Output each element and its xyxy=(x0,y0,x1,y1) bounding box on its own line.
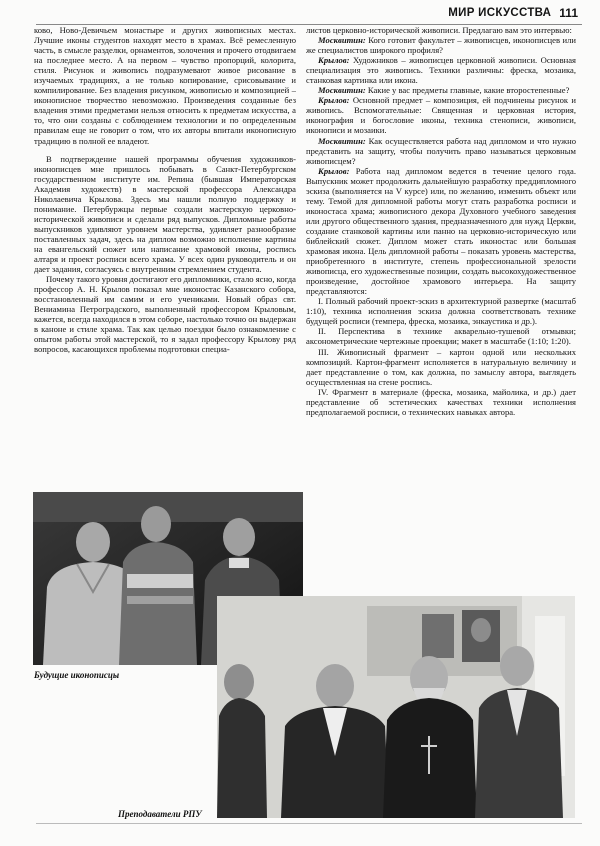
list-item: III. Живописный фрагмент – картон одной или нескольких композиций. Картон-фрагмент исполняется в натуральную величину и дает представление о том, как должна, по замыслу автора, выглядеть осуществленная на стене роспись. xyxy=(306,346,576,387)
list-item: II. Перспектива в технике акварельно-тушевой отмывки; аксонометрические чертежные проекции; макет в масштабе (1:10; 1:20). xyxy=(306,326,576,347)
speaker-label: Крылов: xyxy=(318,55,350,66)
page-number: 111 xyxy=(559,6,578,20)
interview-question: Москвитин: Как осуществляется работа над дипломом и что нужно представить на защиту, чтобы получить право называться церковным живописцем? xyxy=(306,135,576,166)
interview-answer: Крылов: Работа над дипломом ведется в течение целого года. Выпускник может продолжить дальнейшую разработку преддипломного эскиза (выполняется на V курсе) или, по желанию, изменить объект или тему. Темой для дипломной работы могут стать разработка росписи и иконостаса храма; живописного декора Духовного учебного заведения или другого общественного здания, предназначенного для нужд Церкви, создание станковой картины или панно на церковно-историческую или библейский сюжет. Диплом может стать иконостас или большая храмовая икона. Цель дипломной работы – показать уровень мастерства, приобретенного в институте, степень профессиональной зрелости живописца, его художественные позиции, создать высокохудожественное произведение, достойное храмового интерьера. На защиту представляются: xyxy=(306,165,576,297)
interview-question: Москвитин: Кого готовит факультет – живописцев, иконописцев или же специалистов широкого профиля? xyxy=(306,35,576,56)
photo-teachers xyxy=(217,596,575,818)
speaker-label: Крылов: xyxy=(318,165,350,176)
right-column xyxy=(306,25,576,583)
interview-answer: Крылов: Художников – живописцев церковной живописи. Основная специализация это живопись. Техники различны: фреска, мозаика, станковая картинка или икона. xyxy=(306,55,576,86)
photo-caption: Будущие иконописцы xyxy=(34,670,120,680)
paragraph: ково, Ново-Девичьем монастыре и других живописных местах. Лучшие иконы студентов находят место в храмах. Всё ремесленную часть, в смысле разделки, орнаментов, золочения и прочего отодвигаем на последнее место. А на первом – чувство пропорций, колорита, стиля. Рисунок и живопись подразумевают живое рисование в изучаемых традициях, а не только копирование, срисовывание и компилирование. Без владения рисунком, живописью и композицией – иконописное творчество невозможно. Произведения созданные без владения этими предметами нельзя относить к предметам искусства, а то, что они созданы с соблюдением технологии и по определенным правилам еще не говорит о том, что их авторы впитали иконописную традицию в полной ее владеют. xyxy=(34,25,296,146)
magazine-title: МИР ИСКУССТВА xyxy=(448,7,552,19)
speaker-label: Москвитин: xyxy=(318,35,366,46)
speaker-label: Москвитин: xyxy=(318,85,366,96)
speaker-label: Москвитин: xyxy=(318,135,366,146)
page-header xyxy=(448,4,578,22)
paragraph: Почему такого уровня достигают его дипломники, стало ясно, когда профессор А. Н. Крылов показал мне иконостас Казанского собора, восстановленный им самим и его учениками. Новый образ свт. Вениамина Петроградского, выполненный профессором Крыловым, кажется, всегда находился в этом соборе, настолько точно он выдержан в каноне и стиле храма. Так как целью поездки было ознакомление с опытом работы этой мастерской, то я задал профессору Крылову ряд вопросов, касающихся проблемы подготовки специа- xyxy=(34,274,296,355)
photo-caption: Преподаватели РПУ xyxy=(118,809,202,819)
paragraph: листов церковно-исторической живописи. Предлагаю вам это интервью: xyxy=(306,25,572,35)
left-column xyxy=(34,25,296,472)
interview-question: Москвитин: Какие у вас предметы главные, какие второстепенные? xyxy=(318,85,570,96)
interview-answer: Крылов: Основной предмет – композиция, ей подчинены рисунок и живопись. Вспомогательные: Священная и церковная история, иконография и богословие иконы, техника стенописи, живописи, иконописи и мозаики. xyxy=(306,95,576,136)
photo-teachers-image xyxy=(217,596,575,818)
list-item: I. Полный рабочий проект-эскиз в архитектурной развертке (масштаб 1:10), техника исполнения эскиза должна соответствовать технике будущей росписи (темпера, фреска, мозаика, энкаустика и др.). xyxy=(306,296,576,327)
paragraph: В подтверждение нашей программы обучения художников-иконописцев мне пришлось побывать в Санкт-Петербургском государственном институте им. Репина (бывшая Императорская Академия художеств) в мастерской профессора Александра Николаевича Крылова. Здесь мы нашли полную поддержку и понимание. Петербуржцы первые создали мастерскую церковно-исторической живописи и сделали ряд выпусков. Дипломные работы выпускников удивляют уровнем мастерства, удивляет разнообразие поставленных задач, здесь на диплом возможно исполнение картины на евангельский сюжет или написание храмовой иконы, роспись алтаря и проект росписи всего храма. У всех один руководитель и он дает задания, согласуясь с внутренним стремлением студента. xyxy=(34,153,296,275)
footer-divider xyxy=(36,823,582,824)
list-item: IV. Фрагмент в материале (фреска, мозаика, майолика, и др.) дает представление об эстетических качествах техники исполнения предполагаемой росписи, о технических навыках автора. xyxy=(306,386,576,417)
speaker-label: Крылов: xyxy=(318,95,350,106)
